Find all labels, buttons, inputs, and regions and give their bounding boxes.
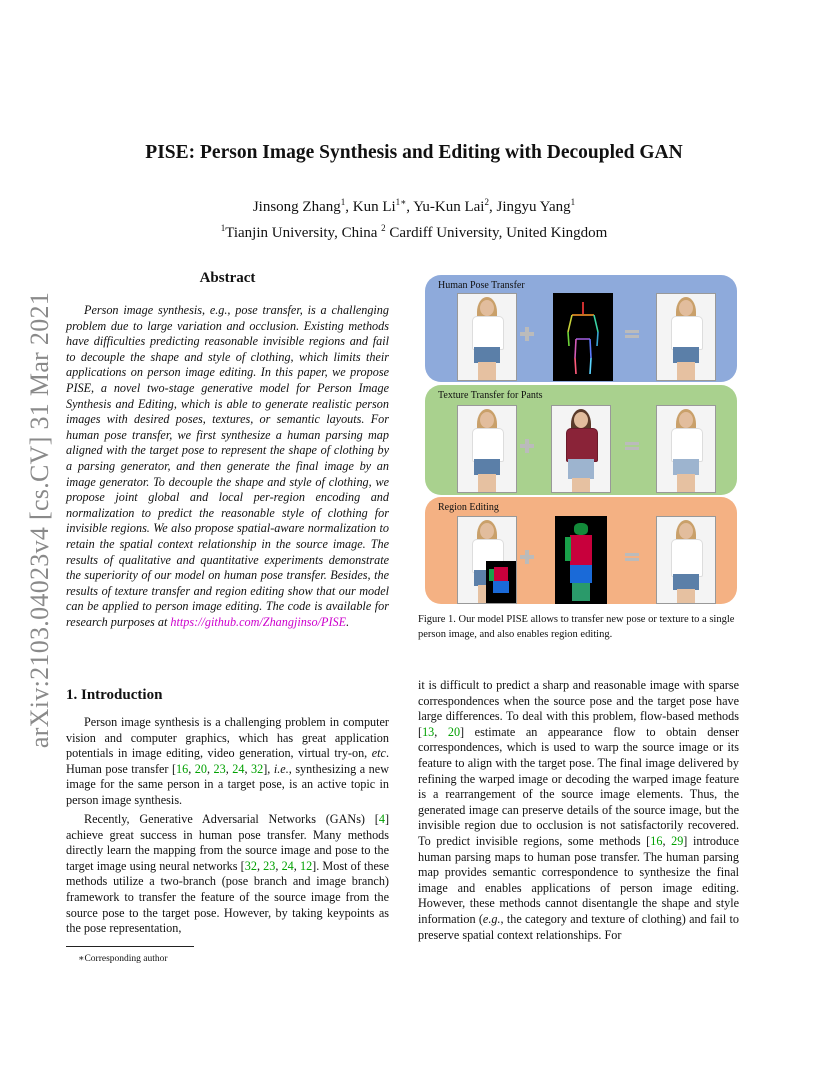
affiliation: Cardiff University, United Kingdom xyxy=(389,225,608,241)
panel-label: Texture Transfer for Pants xyxy=(438,390,543,401)
abstract-heading: Abstract xyxy=(199,270,256,286)
text-run: e.g. xyxy=(482,911,501,926)
abstract-body: Person image synthesis, e.g., pose transfer, is a challenging problem due to large variation and occlusion. Existing methods have difficulties predicting reasonable invisible regions and fail to decouple the shape and style of clothing, which limits their applications on person image editing. In this paper, we propose PISE, a novel two-stage generative model for Person Image Synthesis and Editing, which is able to generate realistic person images with desired poses, textures, or semantic layouts. For human pose transfer, we first synthesize a human parsing map aligned with the target pose to represent the shape of clothing by a parsing generator, and then generate the final image by an image generator. To decouple the shape and style of clothing, we propose joint global and local per-region encoding and normalization to predict the reasonable style of clothing for invisible regions. We also propose spatial-aware normalization to retain the spatial context relationship in the source image. The results of qualitative and quantitative experiments demonstrate the superiority of our model on human pose transfer. Besides, the results of texture transfer and region editing show that our model can be applied to person image editing. The code is available for research purposes at xyxy=(66,303,389,629)
figure-panel-pose-transfer xyxy=(425,275,737,382)
author-name: Yu-Kun Lai xyxy=(413,199,485,215)
text-run: ] introduce human parsing maps to human pose transfer. The human parsing map provides semantic correspondence to synthesize the final image and enables applications of person image editing. However, these methods cannot disentangle the shape and style information ( xyxy=(418,833,740,926)
text-run: i.e. xyxy=(273,761,289,776)
affiliation-mark: 1∗ xyxy=(395,197,407,207)
panel-label: Human Pose Transfer xyxy=(438,280,525,291)
plus-icon xyxy=(520,327,534,341)
section-heading-introduction: 1. Introduction xyxy=(66,687,163,703)
text-run: ] achieve great success in human pose transfer. Many methods directly learn the mapping from the source image and pose to the target image using neural networks [ xyxy=(66,812,389,873)
affiliation-mark: 1 xyxy=(340,197,346,207)
arxiv-stamp-text: arXiv:2103.04023v4 [cs.CV] 31 Mar 2021 xyxy=(25,291,54,749)
plus-icon xyxy=(520,439,534,453)
result-person-image xyxy=(656,293,716,381)
citation-link[interactable]: 24 xyxy=(232,761,245,776)
abstract-end: . xyxy=(346,614,350,629)
citation-link[interactable]: 13 xyxy=(422,724,435,739)
footnote: ∗Corresponding author xyxy=(78,954,168,964)
citation-link[interactable]: 32 xyxy=(251,761,264,776)
arxiv-stamp xyxy=(20,280,60,760)
text-run: it is difficult to predict a sharp and reasonable image with sparse correspondences when the source pose and the target pose have large differences. To deal with this problem, flow-based methods [ xyxy=(418,678,739,739)
figure-caption: Figure 1. Our model PISE allows to transfer new pose or texture to a single person image, and also enables region editing. xyxy=(418,614,735,640)
source-person-image xyxy=(457,516,517,604)
citation-link[interactable]: 32 xyxy=(244,858,257,873)
citation-link[interactable]: 29 xyxy=(671,833,684,848)
author-block xyxy=(0,192,828,244)
affiliation-mark: 2 xyxy=(381,223,386,233)
inset-parsing-map xyxy=(486,561,516,603)
intro-paragraph-2: Recently, Generative Adversarial Networks (GANs) [4] achieve great success in human pose transfer. Many methods directly learn the mapping from the source image and pose to the target image using neural networks [32, 23, 24, 12]. Most of these methods utilize a two-branch (pose branch and image branch) framework to transfer the feature of the source image from the source pose to the target pose. However, by taking keypoints as the pose representation, xyxy=(66,812,390,936)
text-run: . Human pose transfer [ xyxy=(66,746,389,776)
affiliation-mark: 2 xyxy=(484,197,489,207)
text-run: Recently, Generative Adversarial Networks (GANs) [ xyxy=(84,812,379,826)
text-run: etc xyxy=(371,746,386,761)
text-run: Person image synthesis is a challenging problem in computer vision and computer graphics, which has great application potentials in image editing, video generation, virtual try-on, xyxy=(66,715,389,761)
result-person-image xyxy=(656,516,716,604)
footnote-rule xyxy=(66,946,194,947)
citation-link[interactable]: 16 xyxy=(650,833,663,848)
equals-icon xyxy=(625,441,639,451)
author-name: Kun Li xyxy=(352,199,396,215)
citation-link[interactable]: 23 xyxy=(263,858,276,873)
source-person-image xyxy=(457,405,517,493)
plus-icon xyxy=(520,550,534,564)
citation-link[interactable]: 12 xyxy=(299,858,313,873)
abstract-text xyxy=(66,303,389,630)
figure-panel-texture-transfer xyxy=(425,385,737,495)
author-line: Jinsong Zhang$^1$, Kun $Li^{1∗}$, Yu-Kun Lai$^2$, Jingyu Yang$^1$ xyxy=(252,197,576,215)
right-column-paragraph: it is difficult to predict a sharp and reasonable image with sparse correspondences when the source pose and the target pose have large differences. To deal with this problem, flow-based methods [13, 20] estimate an appearance flow to obtain denser correspondences, which is used to warp the source image or its feature to align with the target pose. The final image delivered by refining the warped image or decoding the warped image feature is a rearrangement of the source image elements. Thus, the generated image can preserve details of the source image, but the invisible region due to occlusion is not satisfactorily recovered. To predict invisible regions, some methods [16, 29] introduce human parsing maps to human pose transfer. The human parsing map provides semantic correspondence to synthesize the final image and enables applications of person image editing. However, these methods cannot disentangle the shape and style information (e.g., the category and texture of clothing) and fail to preserve spatial context relationships. For xyxy=(418,678,740,942)
citation-link[interactable]: 16 xyxy=(176,761,189,776)
intro-paragraph-1: Person image synthesis is a challenging problem in computer vision and computer graphics, which has great application potentials in image editing, video generation, virtual try-on, etc. Human pose transfer [16, 20, 23, 24, 32], i.e., synthesizing a new image for the same person in a target pose, is an active topic in person image synthesis. xyxy=(66,715,389,807)
source-person-image xyxy=(457,293,517,381)
affiliation-mark: 1 xyxy=(220,223,226,233)
target-pose-skeleton-image xyxy=(553,293,613,381)
pose-skeleton-icon xyxy=(554,294,612,380)
affiliation-mark: 1 xyxy=(570,197,576,207)
equals-icon xyxy=(625,552,639,562)
equals-icon xyxy=(625,329,639,339)
text-run: ] estimate an appearance flow to obtain denser correspondences, which is used to warp the source image or its feature to align with the target pose. The final image delivered by refining the warped image or decoding the warped image feature is a rearrangement of the source image elements. Thus, the generated image can preserve details of the source image, but the invisible region due to occlusion is not satisfactorily recovered. To predict invisible regions, some methods [ xyxy=(418,724,740,848)
citation-link[interactable]: 4 xyxy=(378,812,385,826)
affiliation-line xyxy=(0,218,828,244)
author-name: Jingyu Yang xyxy=(496,199,571,215)
text-run: , the category and texture of clothing) and fail to preserve spatial context relationships. For xyxy=(418,911,739,942)
result-person-image xyxy=(656,405,716,493)
edited-parsing-map-image xyxy=(555,516,607,604)
citation-link[interactable]: 20 xyxy=(447,724,461,739)
author-name: Jinsong Zhang xyxy=(252,199,341,215)
panel-label: Region Editing xyxy=(438,502,499,513)
affiliation: Tianjin University, China xyxy=(225,225,378,241)
figure-panel-region-editing xyxy=(425,497,737,604)
code-link[interactable]: https://github.com/Zhangjinso/PISE xyxy=(170,614,347,629)
paper-title: PISE: Person Image Synthesis and Editing with Decoupled GAN xyxy=(145,142,683,163)
citation-link[interactable]: 23 xyxy=(213,761,226,776)
citation-link[interactable]: 20 xyxy=(194,761,207,776)
reference-texture-image xyxy=(551,405,611,493)
text-run: , synthesizing a new image for the same person in a target pose, is an active topic in person image synthesis. xyxy=(66,761,389,807)
citation-link[interactable]: 24 xyxy=(281,858,294,873)
text-run: ]. Most of these methods utilize a two-branch (pose branch and image branch) framework to transfer the feature of the source image from the source pose to the target pose. However, by taking keypoints as the pose representation, xyxy=(66,858,390,936)
